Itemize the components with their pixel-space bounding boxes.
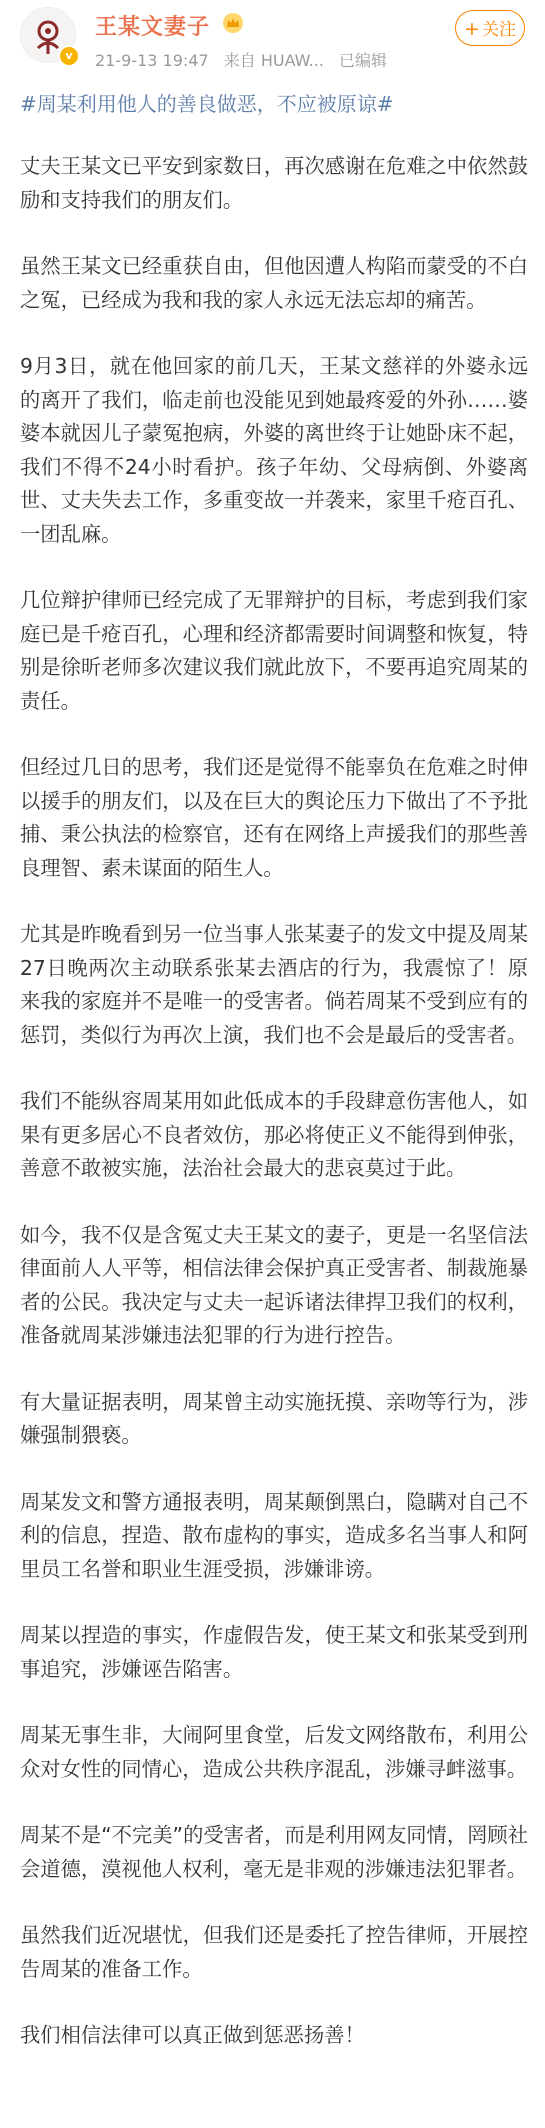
post-source: 来自 HUAW... — [223, 51, 324, 70]
post-paragraph: 周某不是“不完美”的受害者，而是利用网友同情，罔顾社会道德，漠视他人权利，毫无是非观的涉嫌违法犯罪者。 — [20, 1823, 528, 1881]
post-time: 21-9-13 19:47 — [95, 51, 209, 70]
post-paragraph: 虽然王某文已经重获自由，但他因遭人构陷而蒙受的不白之冤，已经成为我和我的家人永远无法忘却的痛苦。 — [20, 254, 528, 312]
post-paragraph: 周某发文和警方通报表明，周某颠倒黑白，隐瞒对自己不利的信息，捏造、散布虚构的事实，造成多名当事人和阿里员工名誉和职业生涯受损，涉嫌诽谤。 — [20, 1489, 528, 1581]
post-paragraph: 周某以捏造的事实，作虚假告发，使王某文和张某受到刑事追究，涉嫌诬告陷害。 — [20, 1623, 528, 1681]
follow-label: 关注 — [481, 20, 516, 40]
plus-icon: + — [464, 18, 480, 40]
username[interactable]: 王某文妻子 — [95, 15, 211, 40]
post-paragraph: 虽然我们近况堪忧，但我们还是委托了控告律师，开展控告周某的准备工作。 — [20, 1923, 528, 1981]
post-paragraph: 但经过几日的思考，我们还是觉得不能辜负在危难之时伸以援手的朋友们，以及在巨大的舆论压力下做出了不予批捕、秉公执法的检察官，还有在网络上声援我们的那些善良理智、素未谋面的陌生人。 — [20, 755, 528, 880]
post-paragraph: 9月3日，就在他回家的前几天，王某文慈祥的外婆永远的离开了我们，临走前也没能见到她最疼爱的外孙……婆婆本就因儿子蒙冤抱病，外婆的离世终于让她卧床不起，我们不得不24小时看护。孩子年幼、父母病倒、外婆离世、丈夫失去工作，多重变故一并袭来，家里千疮百孔、一团乱麻。 — [20, 354, 528, 546]
post-paragraph: 如今，我不仅是含冤丈夫王某文的妻子，更是一名坚信法律面前人人平等，相信法律会保护真正受害者、制裁施暴者的公民。我决定与丈夫一起诉诸法律捍卫我们的权利，准备就周某涉嫌违法犯罪的行为进行控告。 — [20, 1222, 528, 1347]
post-paragraph: 丈夫王某文已平安到家数日，再次感谢在危难之中依然鼓励和支持我们的朋友们。 — [20, 154, 528, 212]
edited-label[interactable]: 已编辑 — [338, 51, 387, 70]
verified-badge-icon: v — [58, 45, 80, 67]
post-meta — [95, 48, 397, 71]
post-paragraph: 周某无事生非，大闹阿里食堂，后发文网络散布，利用公众对女性的同情心，造成公共秩序混乱，涉嫌寻衅滋事。 — [20, 1723, 528, 1781]
topic-link[interactable]: #周某利用他人的善良做恶，不应被原谅# — [20, 92, 394, 116]
crown-icon — [222, 12, 244, 34]
post-paragraph: 几位辩护律师已经完成了无罪辩护的目标，考虑到我们家庭已是千疮百孔，心理和经济都需要时间调整和恢复，特别是徐昕老师多次建议我们就此放下，不要再追究周某的责任。 — [20, 588, 528, 713]
post-paragraph: 我们不能纵容周某用如此低成本的手段肆意伤害他人，如果有更多居心不良者效仿，那必将使正义不能得到伸张，善意不敢被实施，法治社会最大的悲哀莫过于此。 — [20, 1089, 528, 1180]
follow-button[interactable] — [455, 10, 525, 46]
post-paragraph: 尤其是昨晚看到另一位当事人张某妻子的发文中提及周某27日晚两次主动联系张某去酒店的行为，我震惊了！原来我的家庭并不是唯一的受害者。倘若周某不受到应有的惩罚，类似行为再次上演，我们也不会是最后的受害者。 — [20, 922, 528, 1047]
post-paragraph: 我们相信法律可以真正做到惩恶扬善！ — [20, 2023, 365, 2047]
post-paragraph: 有大量证据表明，周某曾主动实施抚摸、亲吻等行为，涉嫌强制猥亵。 — [20, 1389, 528, 1447]
post-header — [0, 0, 545, 88]
post-body — [20, 88, 528, 2086]
